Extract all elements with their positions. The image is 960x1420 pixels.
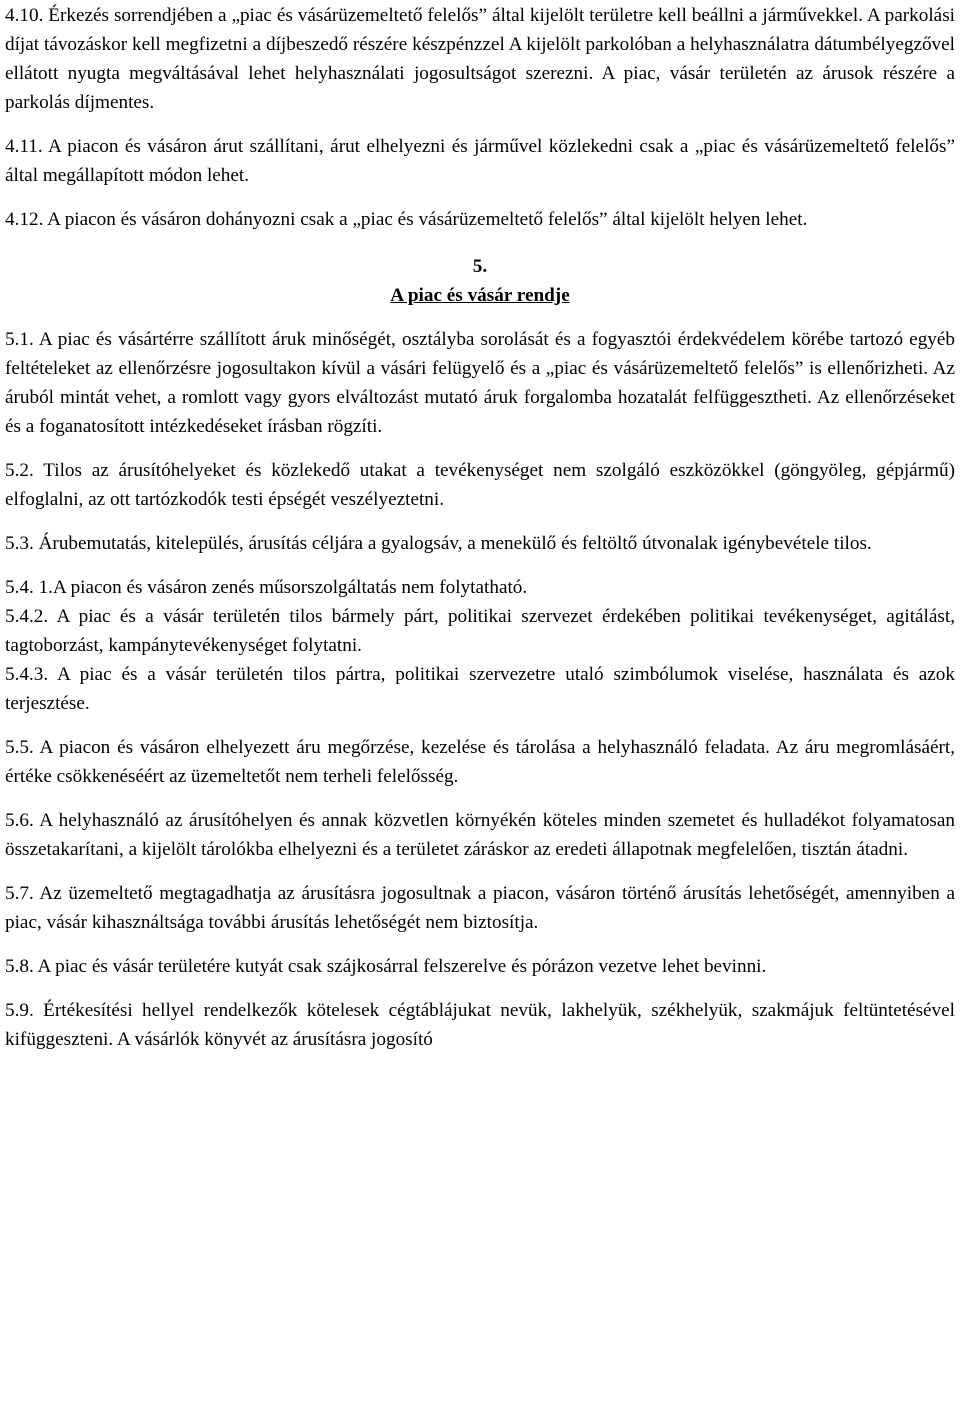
section-number: 5. [472,256,488,277]
document-page [5,0,955,1054]
paragraph-5-3: 5.3. Árubemutatás, kitelepülés, árusítás céljára a gyalogsáv, a menekülő és feltöltő útvonalak igénybevétele tilos. [5,533,872,554]
paragraph-spacer [5,864,955,879]
paragraph-5-4-1: 5.4. 1.A piacon és vásáron zenés műsorszolgáltatás nem folytatható. [5,577,528,598]
paragraph-4-12: 4.12. A piacon és vásáron dohányozni csak a „piac és vásárüzemeltető felelős” által kijelölt helyen lehet. [5,209,808,230]
paragraph-spacer [5,558,955,573]
section-title-text: A piac és vásár rendje [390,285,570,306]
paragraph-spacer [5,441,955,456]
paragraph-5-1: 5.1. A piac és vásártérre szállított áruk minőségét, osztályba sorolását és a fogyasztói érdekvédelem körébe tartozó egyéb feltételeket az ellenőrzésre jogosultakon kívül a vásári felügyelő és a „piac és vásárüzemeltető felelős” is ellenőrizheti. Az áruból mintát vehet, a romlott vagy gyors elváltozást mutató áruk forgalomba hozatalát felfüggesztheti. Az ellenőrzéseket és a foganatosított intézkedéseket írásban rögzíti. [5,329,955,437]
paragraph-spacer [5,190,955,205]
paragraph-5-9: 5.9. Értékesítési hellyel rendelkezők kötelesek cégtáblájukat nevük, lakhelyük, székhelyük, szakmájuk feltüntetésével kifüggeszteni. A vásárlók könyvét az árusításra jogosító [5,1000,955,1050]
paragraph-5-4-2: 5.4.2. A piac és a vásár területén tilos bármely párt, politikai szervezet érdekében politikai tevékenységet, agitálást, tagtoborzást, kampánytevékenységet folytatni. [5,606,955,656]
section-spacer [5,310,955,325]
paragraph-spacer [5,937,955,952]
paragraph-5-4-3: 5.4.3. A piac és a vásár területén tilos pártra, politikai szervezetre utaló szimbólumok viselése, használata és azok terjesztése. [5,664,955,714]
paragraph-5-8: 5.8. A piac és vásár területére kutyát csak szájkosárral felszerelve és pórázon vezetve lehet bevinni. [5,956,767,977]
paragraph-spacer [5,718,955,733]
section-spacer [5,234,955,252]
paragraph-spacer [5,514,955,529]
paragraph-4-11: 4.11. A piacon és vásáron árut szállítani, árut elhelyezni és járművel közlekedni csak a „piac és vásárüzemeltető felelős” által megállapított módon lehet. [5,136,955,186]
section-title [5,281,955,310]
paragraph-spacer [5,117,955,132]
paragraph-5-6: 5.6. A helyhasználó az árusítóhelyen és annak közvetlen környékén köteles minden szemetet és hulladékot folyamatosan összetakarítani, a kijelölt tárolókba elhelyezni és a területet záráskor az eredeti állapotnak megfelelően, tisztán átadni. [5,810,955,860]
paragraph-5-5: 5.5. A piacon és vásáron elhelyezett áru megőrzése, kezelése és tárolása a helyhasználó feladata. Az áru megromlásáért, értéke csökkenéséért az üzemeltetőt nem terheli felelősség. [5,737,955,787]
paragraph-5-2: 5.2. Tilos az árusítóhelyeket és közlekedő utakat a tevékenységet nem szolgáló eszközökkel (göngyöleg, gépjármű) elfoglalni, az ott tartózkodók testi épségét veszélyeztetni. [5,460,955,510]
paragraph-spacer [5,981,955,996]
paragraph-spacer [5,791,955,806]
paragraph-5-7: 5.7. Az üzemeltető megtagadhatja az árusításra jogosultnak a piacon, vásáron történő árusítás lehetőségét, amennyiben a piac, vásár kihasználtsága további árusítás lehetőségét nem biztosítja. [5,883,955,933]
paragraph-4-10: 4.10. Érkezés sorrendjében a „piac és vásárüzemeltető felelős” által kijelölt területre kell beállni a járművekkel. A parkolási díjat távozáskor kell megfizetni a díjbeszedő részére készpénzzel A kijelölt parkolóban a helyhasználatra dátumbélyegzővel ellátott nyugta megváltásával lehet helyhasználati jogosultságot szerezni. A piac, vásár területén az árusok részére a parkolás díjmentes. [5,5,955,113]
